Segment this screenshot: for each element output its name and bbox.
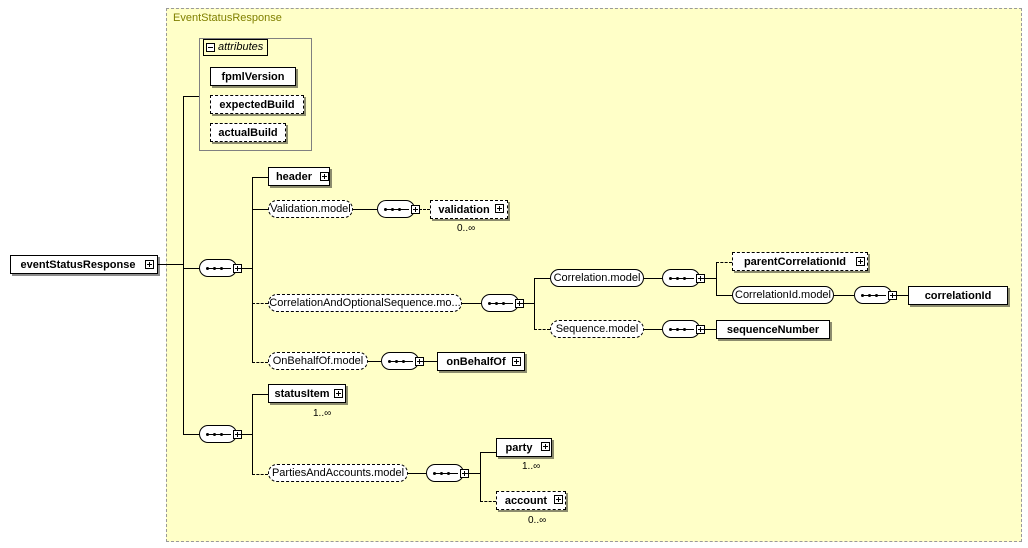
- group-CorrelationId-model-label: CorrelationId.model: [735, 289, 831, 301]
- element-header-label: header: [275, 170, 313, 183]
- line-seq2-to-branch: [237, 434, 252, 435]
- sequence-compositor-parties[interactable]: [426, 464, 464, 482]
- line-validation-model-to-seq: [353, 209, 377, 210]
- line-branch2-to-statusItem: [252, 394, 268, 395]
- group-title: EventStatusResponse: [173, 12, 282, 24]
- line-correlationId-model-to-seq: [834, 295, 854, 296]
- attribute-actualBuild-label: actualBuild: [218, 126, 278, 139]
- element-statusItem-label: statusItem: [274, 387, 330, 400]
- sequence-compositor-1[interactable]: [199, 259, 237, 277]
- branch-vertical-corr-opt: [534, 278, 535, 330]
- sequence-compositor-onBehalfOf[interactable]: [381, 352, 419, 370]
- group-PartiesAndAccounts-model[interactable]: [268, 464, 408, 482]
- element-correlationId-label: correlationId: [924, 289, 992, 302]
- line-spine-to-seq1: [183, 268, 199, 269]
- group-Correlation-model-label: Correlation.model: [553, 272, 641, 284]
- element-sequenceNumber[interactable]: [716, 320, 830, 339]
- sequence-compositor-validation[interactable]: [377, 200, 415, 218]
- sequence-compositor-correlationId[interactable]: [854, 286, 892, 304]
- line-spine-to-seq2: [183, 434, 199, 435]
- group-Correlation-model[interactable]: [550, 269, 644, 287]
- group-CorrelationId-model[interactable]: [732, 286, 834, 304]
- branch-vertical-1: [252, 177, 253, 362]
- element-account-label: account: [504, 494, 548, 507]
- line-spine-to-attributes: [183, 96, 199, 97]
- group-Validation-model[interactable]: [268, 200, 353, 218]
- statusItem-expand-icon[interactable]: [334, 389, 343, 398]
- line-seq-to-onBehalfOf: [419, 361, 437, 362]
- line-parties-model-to-seq: [408, 473, 426, 474]
- onBehalfOf-expand-icon[interactable]: [512, 357, 521, 366]
- attribute-actualBuild[interactable]: [210, 123, 286, 142]
- line-onBehalfOf-model-to-seq: [368, 361, 381, 362]
- group-CorrelationAndOptionalSequence-model[interactable]: [268, 294, 462, 312]
- line-corr-opt-fork: [519, 303, 534, 304]
- line-branch-to-corr-opt-seq: [252, 303, 268, 304]
- line-seq-to-validation: [415, 209, 430, 210]
- party-cardinality: 1..∞: [522, 461, 541, 472]
- sequence-compositor-sequence[interactable]: [662, 320, 700, 338]
- line-seq-to-correlationId: [892, 295, 908, 296]
- attributes-header-label: attributes: [218, 41, 264, 53]
- validation-expand-icon[interactable]: [495, 204, 504, 213]
- line-to-correlation-model: [534, 278, 550, 279]
- attribute-expectedBuild-label: expectedBuild: [219, 98, 295, 111]
- validation-cardinality: 0..∞: [457, 223, 476, 234]
- account-expand-icon[interactable]: [554, 495, 563, 504]
- branch-vertical-parties: [480, 452, 481, 502]
- element-party-label: party: [505, 441, 533, 454]
- element-validation-label: validation: [438, 203, 490, 216]
- sequence-compositor-correlation[interactable]: [662, 269, 700, 287]
- line-branch-to-onBehalfOf-model: [252, 362, 268, 363]
- line-to-account: [480, 501, 496, 502]
- group-OnBehalfOf-model[interactable]: [268, 352, 368, 370]
- parentCorrelationId-expand-icon[interactable]: [856, 257, 865, 266]
- line-correlation-fork: [700, 278, 716, 279]
- line-to-parentCorrelationId: [716, 262, 732, 263]
- account-cardinality: 0..∞: [528, 515, 547, 526]
- line-correlation-model-to-seq: [644, 278, 662, 279]
- element-onBehalfOf-label: onBehalfOf: [446, 355, 506, 368]
- group-Sequence-model[interactable]: [550, 320, 644, 338]
- branch-vertical-correlation: [716, 262, 717, 296]
- branch-vertical-2: [252, 394, 253, 474]
- sequence-compositor-corr-opt[interactable]: [481, 294, 519, 312]
- sequence-compositor-2[interactable]: [199, 425, 237, 443]
- line-to-party: [480, 452, 496, 453]
- group-Sequence-model-label: Sequence.model: [555, 323, 639, 335]
- group-OnBehalfOf-model-label: OnBehalfOf.model: [272, 355, 364, 367]
- line-branch-to-validation-model: [252, 209, 268, 210]
- group-CorrelationAndOptionalSequence-model-label: CorrelationAndOptionalSequence.mo...: [269, 297, 461, 309]
- line-root-to-spine: [158, 264, 183, 265]
- line-branch2-to-parties-model: [252, 474, 268, 475]
- root-element-label: eventStatusResponse: [20, 258, 136, 271]
- line-sequence-model-to-seq: [644, 329, 662, 330]
- line-to-correlationId-model: [716, 295, 732, 296]
- element-parentCorrelationId[interactable]: [732, 252, 868, 271]
- line-to-sequence-model: [534, 329, 550, 330]
- attribute-fpmlVersion[interactable]: [210, 67, 296, 86]
- line-seq-to-sequenceNumber: [700, 329, 716, 330]
- line-parties-fork: [464, 473, 480, 474]
- element-sequenceNumber-label: sequenceNumber: [726, 323, 820, 336]
- element-parentCorrelationId-label: parentCorrelationId: [743, 255, 847, 268]
- party-expand-icon[interactable]: [541, 442, 550, 451]
- spine-vertical-main: [183, 96, 184, 434]
- line-seq1-to-branch: [237, 268, 252, 269]
- group-Validation-model-label: Validation.model: [270, 203, 351, 215]
- attributes-collapse-icon[interactable]: [206, 43, 215, 52]
- statusItem-cardinality: 1..∞: [313, 408, 332, 419]
- attribute-expectedBuild[interactable]: [210, 95, 304, 114]
- root-expand-icon[interactable]: [145, 260, 154, 269]
- line-corr-opt-seq-to-seq: [462, 303, 481, 304]
- element-correlationId[interactable]: [908, 286, 1008, 305]
- header-expand-icon[interactable]: [320, 172, 329, 181]
- root-element-eventStatusResponse[interactable]: [10, 255, 158, 274]
- attribute-fpmlVersion-label: fpmlVersion: [221, 70, 285, 83]
- line-branch-to-header: [252, 177, 268, 178]
- group-PartiesAndAccounts-model-label: PartiesAndAccounts.model: [271, 467, 405, 479]
